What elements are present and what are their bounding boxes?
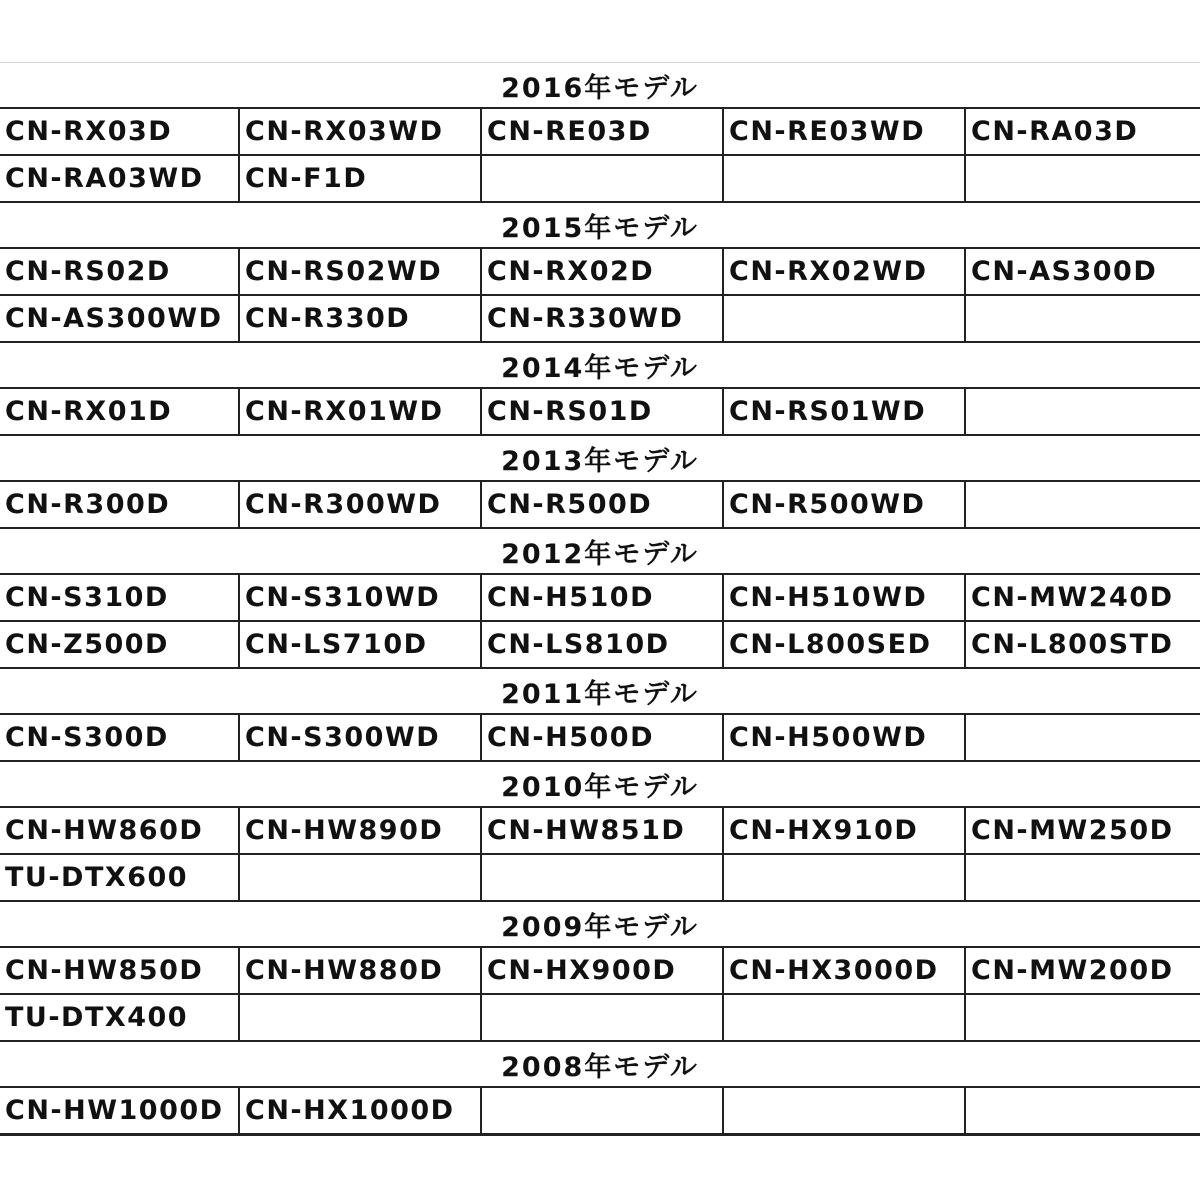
model-cell: CN-Z500D [0,621,239,668]
model-cell: CN-R300WD [239,481,481,528]
model-cell: CN-LS810D [481,621,723,668]
model-row [0,807,1200,854]
model-cell: CN-HX910D [723,807,965,854]
model-cell: CN-S300WD [239,714,481,761]
model-cell: TU-DTX400 [0,994,239,1041]
year-heading: 2008年モデル [0,1041,1200,1087]
year-header-row [0,1041,1200,1087]
model-cell: CN-R330D [239,295,481,342]
model-cell: CN-LS710D [239,621,481,668]
empty-cell [723,854,965,901]
year-header-row [0,528,1200,574]
model-cell: CN-RS02WD [239,248,481,295]
year-heading: 2015年モデル [0,202,1200,248]
model-cell: CN-RX02WD [723,248,965,295]
year-header-row [0,901,1200,947]
year-header-row [0,342,1200,388]
model-cell: CN-MW250D [965,807,1200,854]
model-cell: CN-RA03WD [0,155,239,202]
model-row [0,714,1200,761]
model-cell: CN-HW860D [0,807,239,854]
model-cell: CN-RX01WD [239,388,481,435]
model-cell: CN-R500D [481,481,723,528]
model-cell: CN-HW880D [239,947,481,994]
model-cell: CN-R330WD [481,295,723,342]
model-row [0,947,1200,994]
year-header-row [0,761,1200,807]
model-cell: CN-MW240D [965,574,1200,621]
model-cell: CN-HX1000D [239,1087,481,1135]
model-row [0,295,1200,342]
model-row [0,854,1200,901]
year-heading: 2016年モデル [0,63,1200,108]
empty-cell [481,155,723,202]
year-header-row [0,668,1200,714]
model-cell: CN-S310D [0,574,239,621]
model-cell: CN-HX3000D [723,947,965,994]
model-cell: CN-H510WD [723,574,965,621]
empty-cell [965,295,1200,342]
empty-cell [481,854,723,901]
year-header-row [0,202,1200,248]
model-row [0,155,1200,202]
model-cell: CN-L800STD [965,621,1200,668]
model-cell: CN-H510D [481,574,723,621]
model-cell: CN-RS01WD [723,388,965,435]
model-cell: CN-AS300WD [0,295,239,342]
model-row [0,994,1200,1041]
model-row [0,108,1200,155]
empty-cell [481,994,723,1041]
model-row [0,574,1200,621]
model-cell: CN-AS300D [965,248,1200,295]
year-heading: 2012年モデル [0,528,1200,574]
model-cell: CN-RX03WD [239,108,481,155]
compatible-models-table [0,63,1200,1136]
model-cell: CN-R500WD [723,481,965,528]
model-cell: CN-RX01D [0,388,239,435]
model-cell: CN-RS01D [481,388,723,435]
model-cell: TU-DTX600 [0,854,239,901]
year-heading: 2014年モデル [0,342,1200,388]
empty-cell [239,854,481,901]
model-row [0,1087,1200,1135]
empty-cell [965,388,1200,435]
model-cell: CN-RA03D [965,108,1200,155]
empty-cell [723,994,965,1041]
model-cell: CN-MW200D [965,947,1200,994]
year-heading: 2010年モデル [0,761,1200,807]
model-cell: CN-H500WD [723,714,965,761]
empty-cell [965,481,1200,528]
model-cell: CN-HW1000D [0,1087,239,1135]
model-cell: CN-HW850D [0,947,239,994]
model-cell: CN-RS02D [0,248,239,295]
year-header-row [0,435,1200,481]
empty-cell [723,155,965,202]
empty-cell [965,714,1200,761]
model-row [0,481,1200,528]
empty-cell [965,1087,1200,1135]
model-cell: CN-S310WD [239,574,481,621]
empty-cell [965,854,1200,901]
model-cell: CN-RX03D [0,108,239,155]
model-cell: CN-F1D [239,155,481,202]
empty-cell [723,295,965,342]
model-cell: CN-RX02D [481,248,723,295]
model-cell: CN-HX900D [481,947,723,994]
empty-cell [239,994,481,1041]
model-cell: CN-RE03WD [723,108,965,155]
model-cell: CN-R300D [0,481,239,528]
table-body [0,63,1200,1135]
model-row [0,248,1200,295]
model-cell: CN-H500D [481,714,723,761]
empty-cell [965,155,1200,202]
empty-cell [481,1087,723,1135]
model-cell: CN-HW851D [481,807,723,854]
model-cell: CN-RE03D [481,108,723,155]
model-row [0,621,1200,668]
model-cell: CN-S300D [0,714,239,761]
year-header-row [0,63,1200,108]
model-cell: CN-L800SED [723,621,965,668]
year-heading: 2013年モデル [0,435,1200,481]
model-cell: CN-HW890D [239,807,481,854]
empty-cell [723,1087,965,1135]
year-heading: 2011年モデル [0,668,1200,714]
year-heading: 2009年モデル [0,901,1200,947]
model-row [0,388,1200,435]
empty-cell [965,994,1200,1041]
